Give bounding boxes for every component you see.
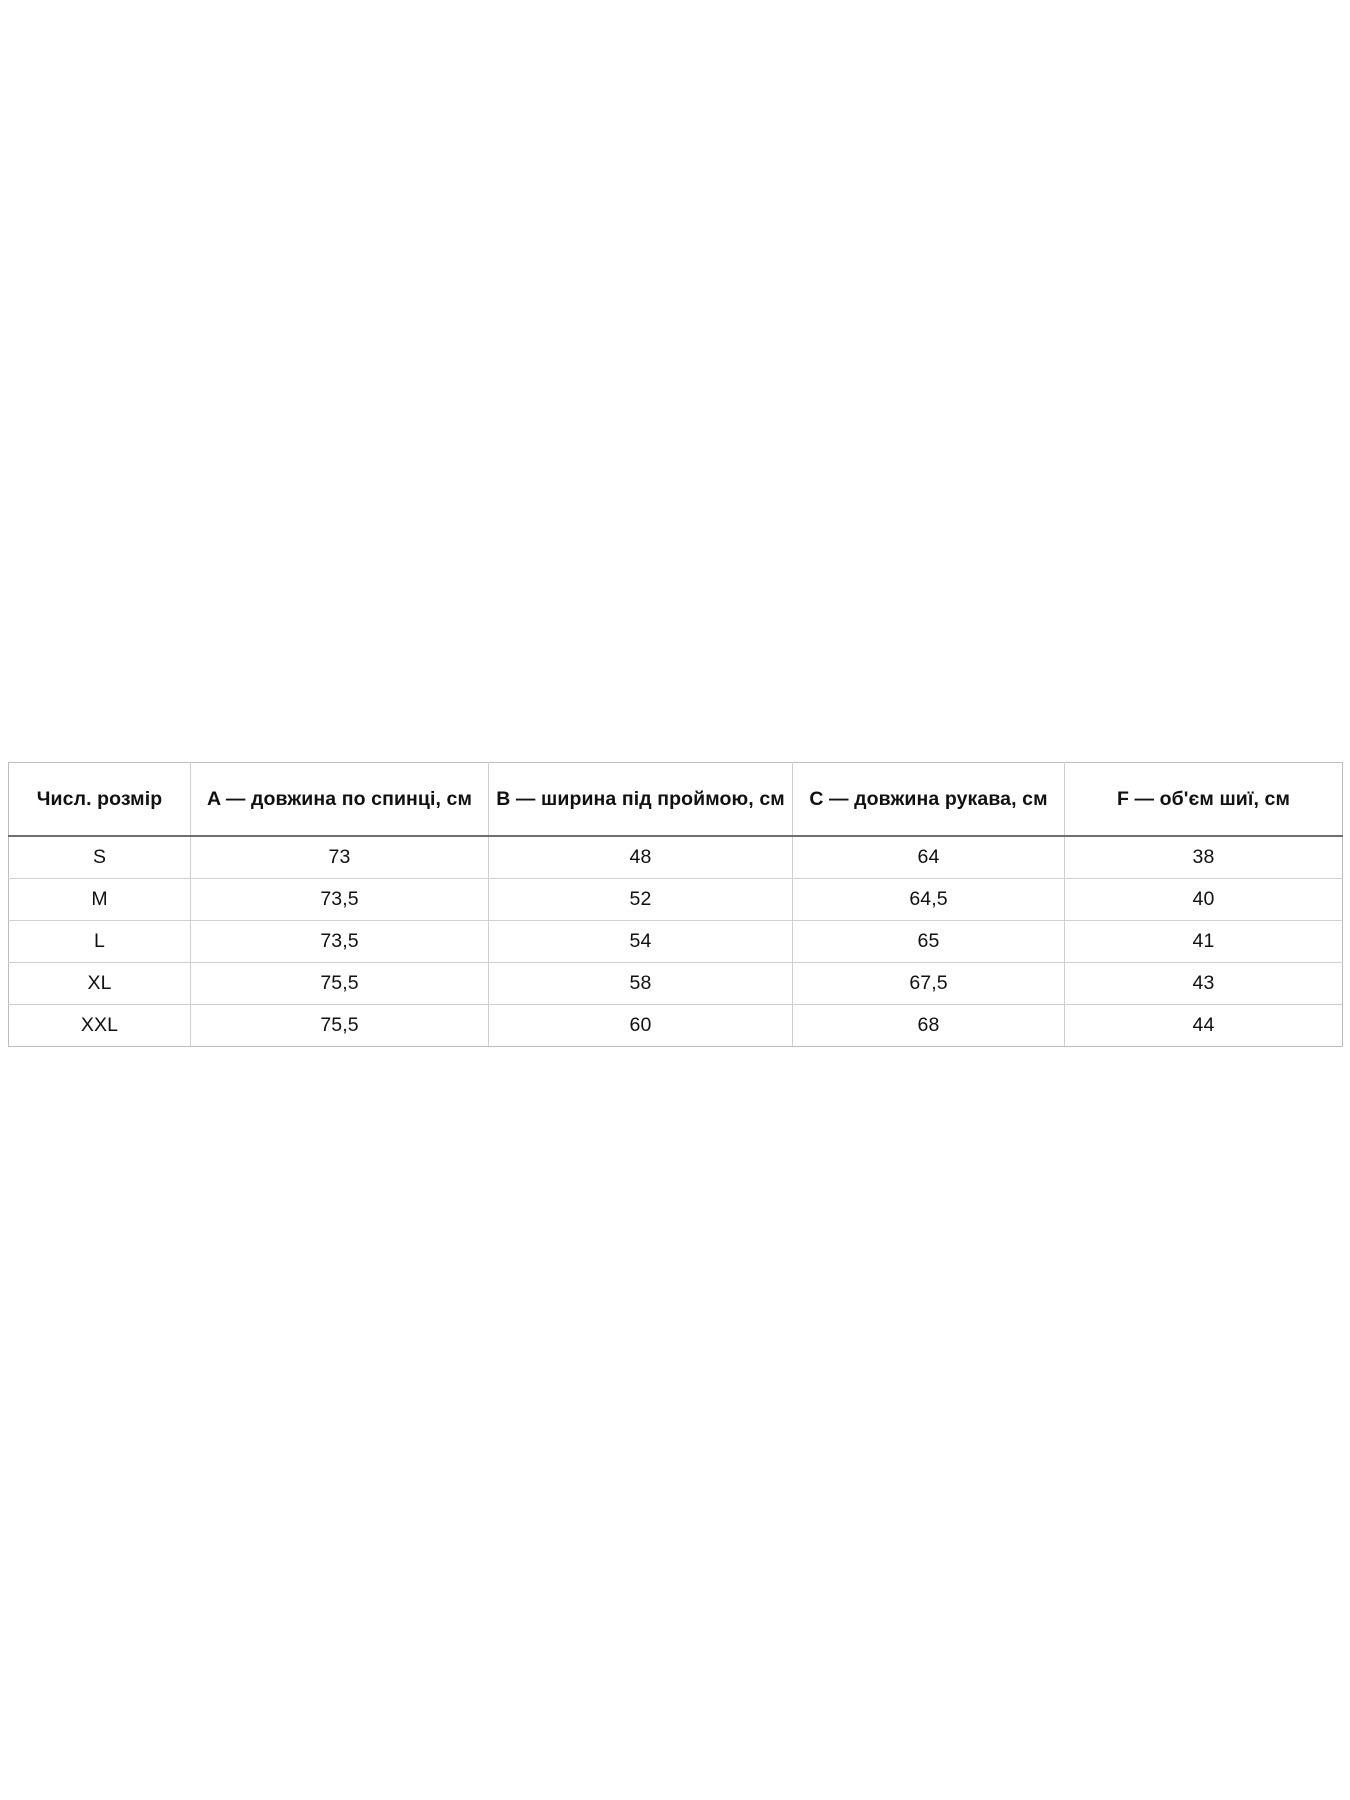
cell-sleeve-length: 64,5 xyxy=(793,879,1065,921)
cell-size: L xyxy=(9,921,191,963)
column-header-size: Числ. розмір xyxy=(9,763,191,837)
table-row xyxy=(9,1005,1343,1047)
column-header-sleeve-length: C — довжина рукава, см xyxy=(793,763,1065,837)
cell-sleeve-length: 64 xyxy=(793,836,1065,879)
cell-size: XXL xyxy=(9,1005,191,1047)
cell-size: S xyxy=(9,836,191,879)
cell-back-length: 75,5 xyxy=(191,1005,489,1047)
size-chart-container xyxy=(8,762,1342,1047)
table-body xyxy=(9,836,1343,1047)
cell-chest-width: 60 xyxy=(489,1005,793,1047)
size-chart-table xyxy=(8,762,1343,1047)
table-row xyxy=(9,963,1343,1005)
column-header-chest-width: B — ширина під проймою, см xyxy=(489,763,793,837)
column-header-neck-size: F — об'єм шиї, см xyxy=(1065,763,1343,837)
cell-back-length: 73 xyxy=(191,836,489,879)
cell-chest-width: 48 xyxy=(489,836,793,879)
cell-sleeve-length: 67,5 xyxy=(793,963,1065,1005)
cell-chest-width: 52 xyxy=(489,879,793,921)
cell-neck-size: 40 xyxy=(1065,879,1343,921)
cell-neck-size: 38 xyxy=(1065,836,1343,879)
cell-back-length: 73,5 xyxy=(191,921,489,963)
column-header-back-length: A — довжина по спинці, см xyxy=(191,763,489,837)
cell-chest-width: 58 xyxy=(489,963,793,1005)
table-header xyxy=(9,763,1343,837)
table-header-row xyxy=(9,763,1343,837)
table-row xyxy=(9,921,1343,963)
cell-size: M xyxy=(9,879,191,921)
cell-size: XL xyxy=(9,963,191,1005)
table-row xyxy=(9,879,1343,921)
table-row xyxy=(9,836,1343,879)
cell-back-length: 75,5 xyxy=(191,963,489,1005)
cell-neck-size: 44 xyxy=(1065,1005,1343,1047)
cell-neck-size: 41 xyxy=(1065,921,1343,963)
cell-back-length: 73,5 xyxy=(191,879,489,921)
cell-chest-width: 54 xyxy=(489,921,793,963)
cell-sleeve-length: 68 xyxy=(793,1005,1065,1047)
cell-sleeve-length: 65 xyxy=(793,921,1065,963)
cell-neck-size: 43 xyxy=(1065,963,1343,1005)
